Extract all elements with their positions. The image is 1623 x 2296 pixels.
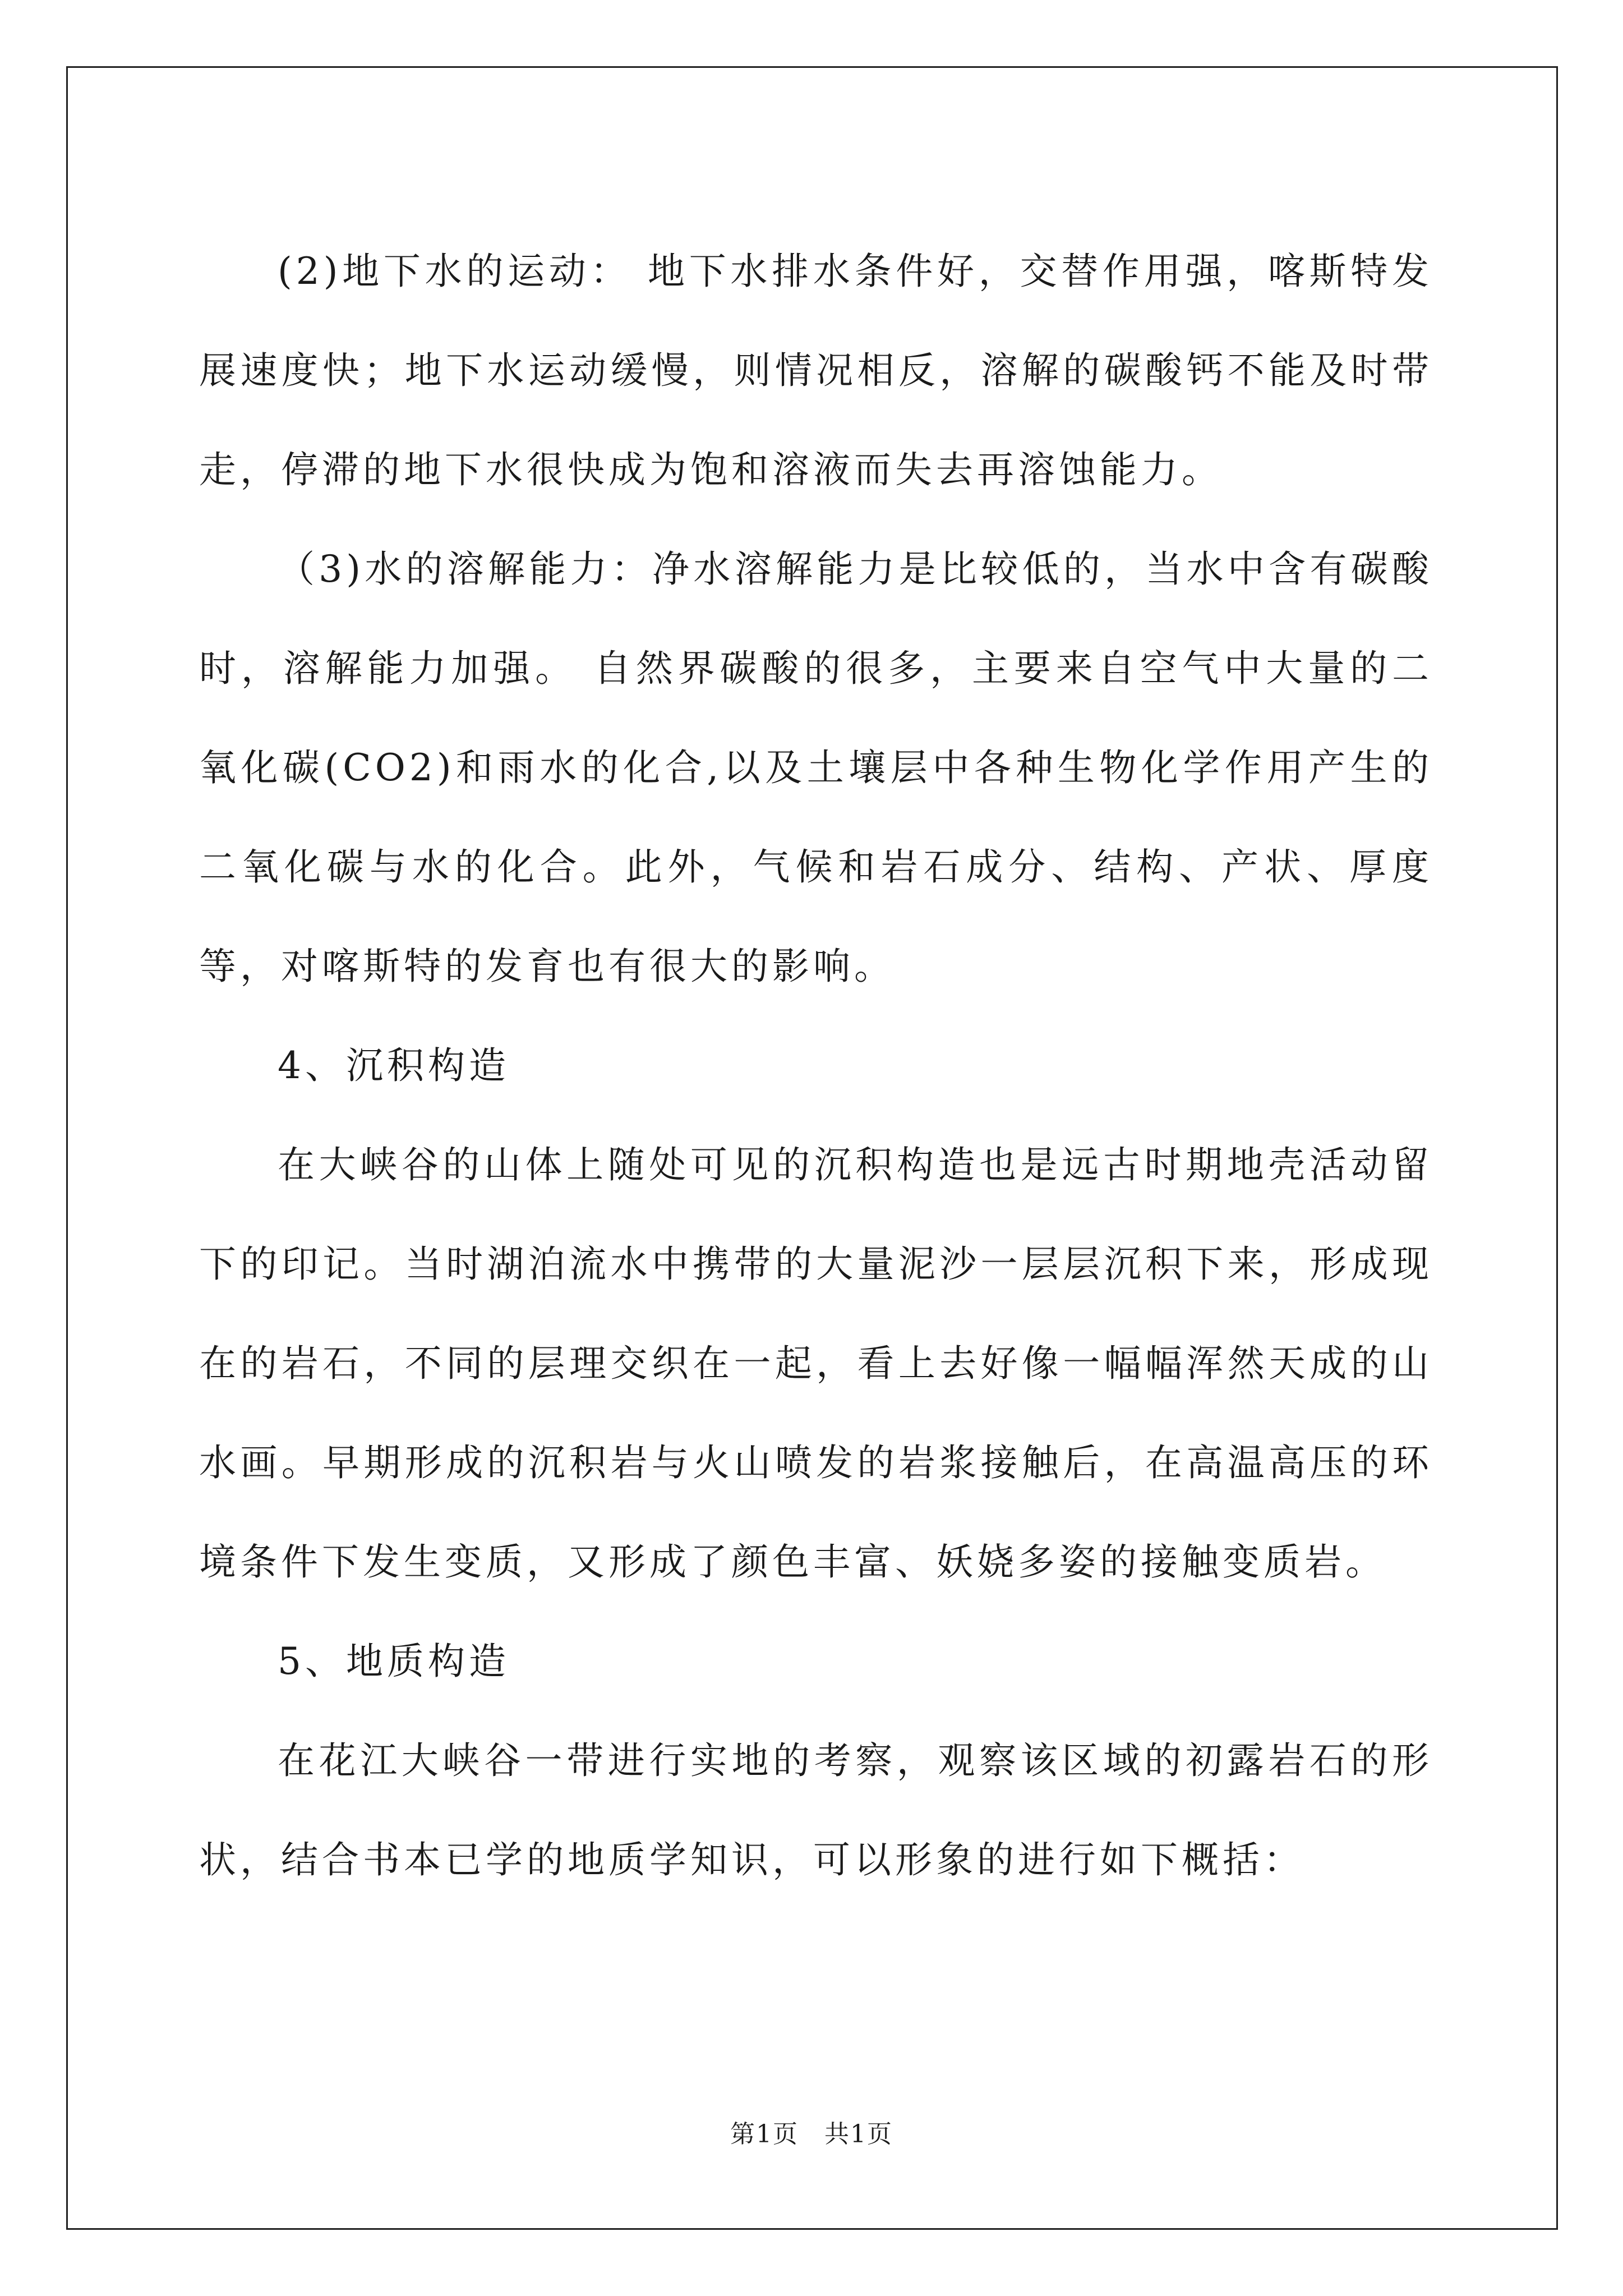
- paragraph-groundwater-movement: (2)地下水的运动： 地下水排水条件好，交替作用强，喀斯特发展速度快；地下水运动缓慢，则情况相反，溶解的碳酸钙不能及时带走，停滞的地下水很快成为饱和溶液而失去再溶蚀能力。: [199, 250, 1433, 491]
- paragraph-geological-structure: 在花江大峡谷一带进行实地的考察，观察该区域的初露岩石的形状，结合书本已学的地质学知识，可以形象的进行如下概括：: [199, 1739, 1433, 1881]
- document-body: [199, 222, 1433, 1910]
- section-heading-sedimentary-structure: 4、沉积构造: [278, 1044, 510, 1087]
- paragraph-sedimentary-structure: 在大峡谷的山体上随处可见的沉积构造也是远古时期地壳活动留下的印记。当时湖泊流水中携带的大量泥沙一层层沉积下来，形成现在的岩石，不同的层理交织在一起，看上去好像一幅幅浑然天成的山水画。早期形成的沉积岩与火山喷发的岩浆接触后，在高温高压的环境条件下发生变质，又形成了颜色丰富、妖娆多姿的接触变质岩。: [199, 1143, 1433, 1584]
- paragraph-water-dissolving-capacity: （3)水的溶解能力：净水溶解能力是比较低的，当水中含有碳酸时，溶解能力加强。 自然界碳酸的很多，主要来自空气中大量的二氧化碳(CO2)和雨水的化合,以及土壤层中各种生物化学作用产生的二氧化碳与水的化合。此外，气候和岩石成分、结构、产状、厚度等，对喀斯特的发育也有很大的影响。: [199, 547, 1433, 988]
- section-heading-geological-structure: 5、地质构造: [278, 1640, 510, 1683]
- page-number-footer: 第1页 共1页: [730, 2120, 893, 2148]
